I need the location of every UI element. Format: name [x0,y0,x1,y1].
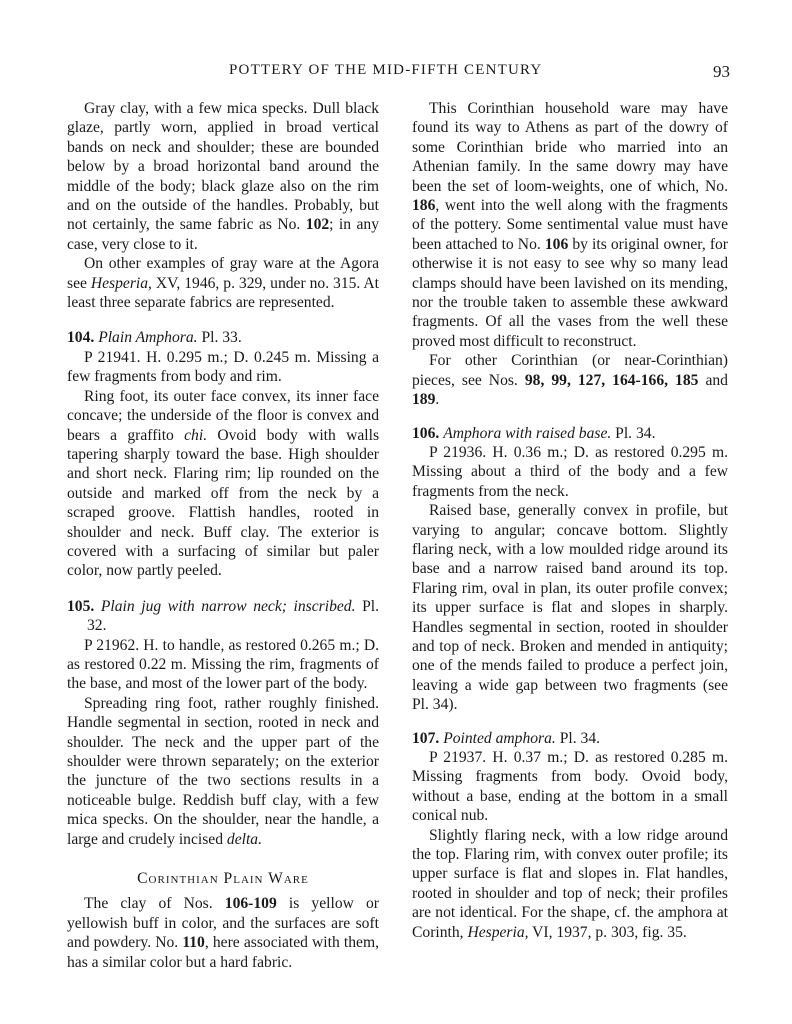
entry-106-heading: 106. Amphora with raised base. Pl. 34. [412,424,656,442]
entry-104-meta: P 21941. H. 0.295 m.; D. 0.245 m. Missing a few fragments from body and rim. [67,348,379,386]
entry-107-heading: 107. Pointed amphora. Pl. 34. [412,729,601,747]
entry-104-heading: 104. Plain Amphora. Pl. 33. [67,329,242,347]
entry-106-meta: P 21936. H. 0.36 m.; D. as restored 0.295 m. Missing about a third of the body and a few fragments from the neck. [412,443,728,500]
running-title: POTTERY OF THE MID-FIFTH CENTURY [229,62,543,78]
paragraph-gray-ware-examples: On other examples of gray ware at the Agora see Hesperia, XV, 1946, p. 329, under no. 315. At least three separate fabrics are represented. [67,255,379,312]
entry-107-description: Slightly flaring neck, with a low ridge around the top. Flaring rim, with convex outer profile; its upper surface is flat and slopes in. Flat handles, rooted in shoulder and top of neck; their profiles are not identical. For the shape, cf. the amphora at Corinth, Hesperia, VI, 1937, p. 303, fig. 35. [412,826,728,941]
entry-105-description: Spreading ring foot, rather roughly finished. Handle segmental in section, rooted in neck and shoulder. The neck and the upper part of the shoulder were thrown separately; on the exterior the juncture of the two sections results in a noticeable bulge. Reddish buff clay, with a few mica specks. On the shoulder, near the handle, a large and crudely incised delta. [67,694,379,848]
left-column [67,99,379,972]
entry-105-heading: 105. Plain jug with narrow neck; inscribed. Pl. 32. [67,597,379,635]
paragraph-dowry: This Corinthian household ware may have found its way to Athens as part of the dowry of some Corinthian bride who married into an Athenian family. In the same dowry may have been the set of loom-weights, one of which, No. 186, went into the well along with the fragments of the pottery. Some sentimental value must have been attached to No. 106 by its original owner, for otherwise it is not easy to see why so many lead clamps should have been lavished on its mending, nor the trouble taken to assemble these awkward fragments. Of all the vases from the well these proved most difficult to reconstruct. [412,100,728,350]
section-heading-corinthian: Corinthian Plain Ware [137,870,309,888]
paragraph-corinthian-clay: The clay of Nos. 106-109 is yellow or yellowish buff in color, and the surfaces are soft and powdery. No. 110, here associated with them, has a similar color but a hard fabric. [67,895,380,971]
entry-107-meta: P 21937. H. 0.37 m.; D. as restored 0.285 m. Missing fragments from body. Ovoid body, without a base, ending at the bottom in a small conical nub. [412,749,728,825]
paragraph-other-corinthian: For other Corinthian (or near-Corinthian) pieces, see Nos. 98, 99, 127, 164-166, 185 and 189. [412,352,728,409]
entry-105-meta: P 21962. H. to handle, as restored 0.265 m.; D. as restored 0.22 m. Missing the rim, fragments of the base, and most of the lower part of the body. [67,636,379,693]
entry-104-description: Ring foot, its outer face convex, its inner face concave; the underside of the floor is convex and bears a graffito chi. Ovoid body with walls tapering sharply toward the base. High shoulder and short neck. Flaring rim; lip rounded on the outside and marked off from the neck by a scraped groove. Flattish handles, rooted in shoulder and neck. Buff clay. The exterior is covered with a surfacing of similar but paler color, now partly peeled. [67,387,380,580]
right-column [412,99,728,942]
running-header [0,62,792,86]
entry-106-description: Raised base, generally convex in profile, but varying to angular; concave bottom. Slightly flaring neck, with a low moulded ridge around its base and a narrow raised band around its top. Flaring rim, oval in plan, its outer profile convex; its upper surface is flat and slopes in sharply. Handles segmental in section, rooted in shoulder and top of neck. Broken and mended in antiquity; one of the mends failed to produce a perfect join, leaving a wide gap between two fragments (see Pl. 34). [412,502,728,714]
page-number: 93 [713,62,730,81]
paragraph-gray-clay: Gray clay, with a few mica specks. Dull black glaze, partly worn, applied in broad vertical bands on neck and shoulder; these are bounded below by a broad horizontal band around the middle of the body; black glaze also on the rim and on the outside of the handles. Probably, but not certainly, the same fabric as No. 102; in any case, very close to it. [67,100,379,253]
